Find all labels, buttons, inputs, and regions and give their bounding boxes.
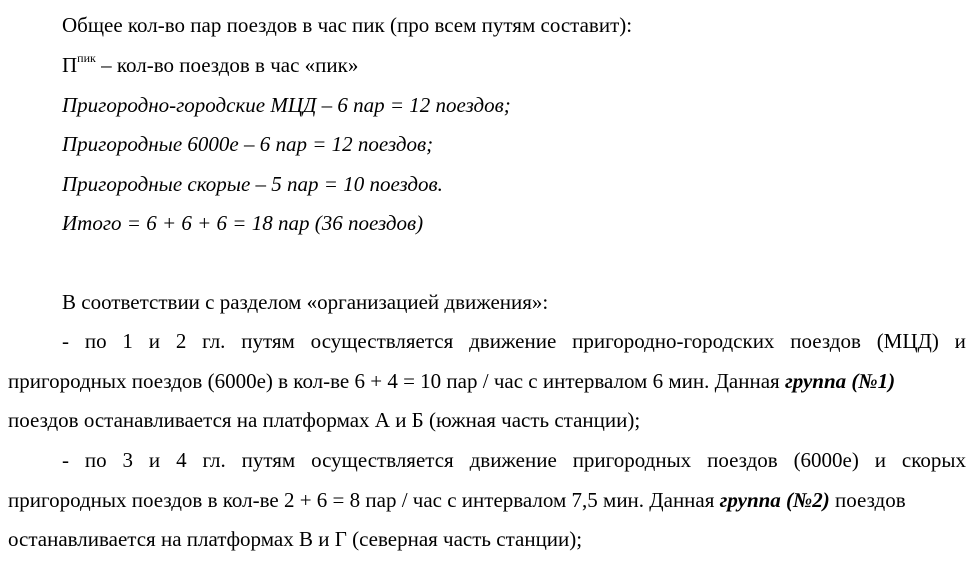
word: осуществляется bbox=[311, 448, 454, 472]
paragraph2-line3: останавливается на платформах В и Г (северная часть станции); bbox=[8, 527, 583, 551]
word: 1 bbox=[122, 329, 133, 353]
word: гл. bbox=[202, 448, 226, 472]
word: осуществляется bbox=[310, 329, 454, 353]
word: по bbox=[84, 448, 107, 472]
word: 4 bbox=[176, 448, 187, 472]
word: движение bbox=[469, 448, 557, 472]
text-line-express: Пригородные скорые – 5 пар = 10 поездов. bbox=[62, 172, 443, 196]
word: (6000е) bbox=[793, 448, 859, 472]
paragraph1-line3: поездов останавливается на платформах А и Б (южная часть станции); bbox=[8, 408, 641, 432]
group-1-label: группа (№1) bbox=[784, 369, 896, 393]
word: (МЦД) bbox=[876, 329, 939, 353]
word: поездов bbox=[790, 329, 861, 353]
word: и bbox=[874, 448, 887, 472]
word: поездов bbox=[707, 448, 778, 472]
word: и bbox=[148, 448, 161, 472]
word: и bbox=[954, 329, 966, 353]
word: 2 bbox=[175, 329, 187, 353]
text-line-total-pairs: Общее кол-во пар поездов в час пик (про всем путям составит): bbox=[62, 13, 633, 37]
word: 3 bbox=[122, 448, 134, 472]
symbol-p: П bbox=[62, 53, 78, 77]
group-2-label: группа (№2) bbox=[719, 488, 830, 512]
paragraph2-text-tail: поездов bbox=[829, 488, 906, 512]
paragraph2-line2 bbox=[8, 487, 906, 513]
text-line-total: Итого = 6 + 6 + 6 = 18 пар (36 поездов) bbox=[62, 211, 424, 235]
paragraph2-line1 bbox=[62, 447, 966, 473]
text-line-mcd: Пригородно-городские МЦД – 6 пар = 12 поездов; bbox=[62, 93, 511, 117]
word: - bbox=[62, 329, 69, 353]
word: - bbox=[62, 448, 69, 472]
word: путям bbox=[241, 448, 296, 472]
text-line-definition bbox=[62, 52, 358, 81]
text-line-6000e: Пригородные 6000е – 6 пар = 12 поездов; bbox=[62, 132, 434, 156]
paragraph1-line2 bbox=[8, 368, 895, 394]
word: пригородно-городских bbox=[572, 329, 775, 353]
superscript-pik: пик bbox=[77, 51, 96, 65]
definition-text: – кол-во поездов в час «пик» bbox=[95, 53, 359, 77]
word: движение bbox=[469, 329, 557, 353]
text-line-section-intro: В соответствии с разделом «организацией движения»: bbox=[62, 290, 549, 314]
word: путям bbox=[241, 329, 295, 353]
word: по bbox=[84, 329, 107, 353]
word: гл. bbox=[202, 329, 226, 353]
word: и bbox=[148, 329, 160, 353]
word: пригородных bbox=[572, 448, 692, 472]
word: скорых bbox=[901, 448, 966, 472]
paragraph2-text: пригородных поездов в кол-ве 2 + 6 = 8 пар / час с интервалом 7,5 мин. Данная bbox=[8, 488, 720, 512]
paragraph1-text: пригородных поездов (6000е) в кол-ве 6 + 4 = 10 пар / час с интервалом 6 мин. Данная bbox=[8, 369, 785, 393]
paragraph1-line1 bbox=[62, 328, 966, 354]
